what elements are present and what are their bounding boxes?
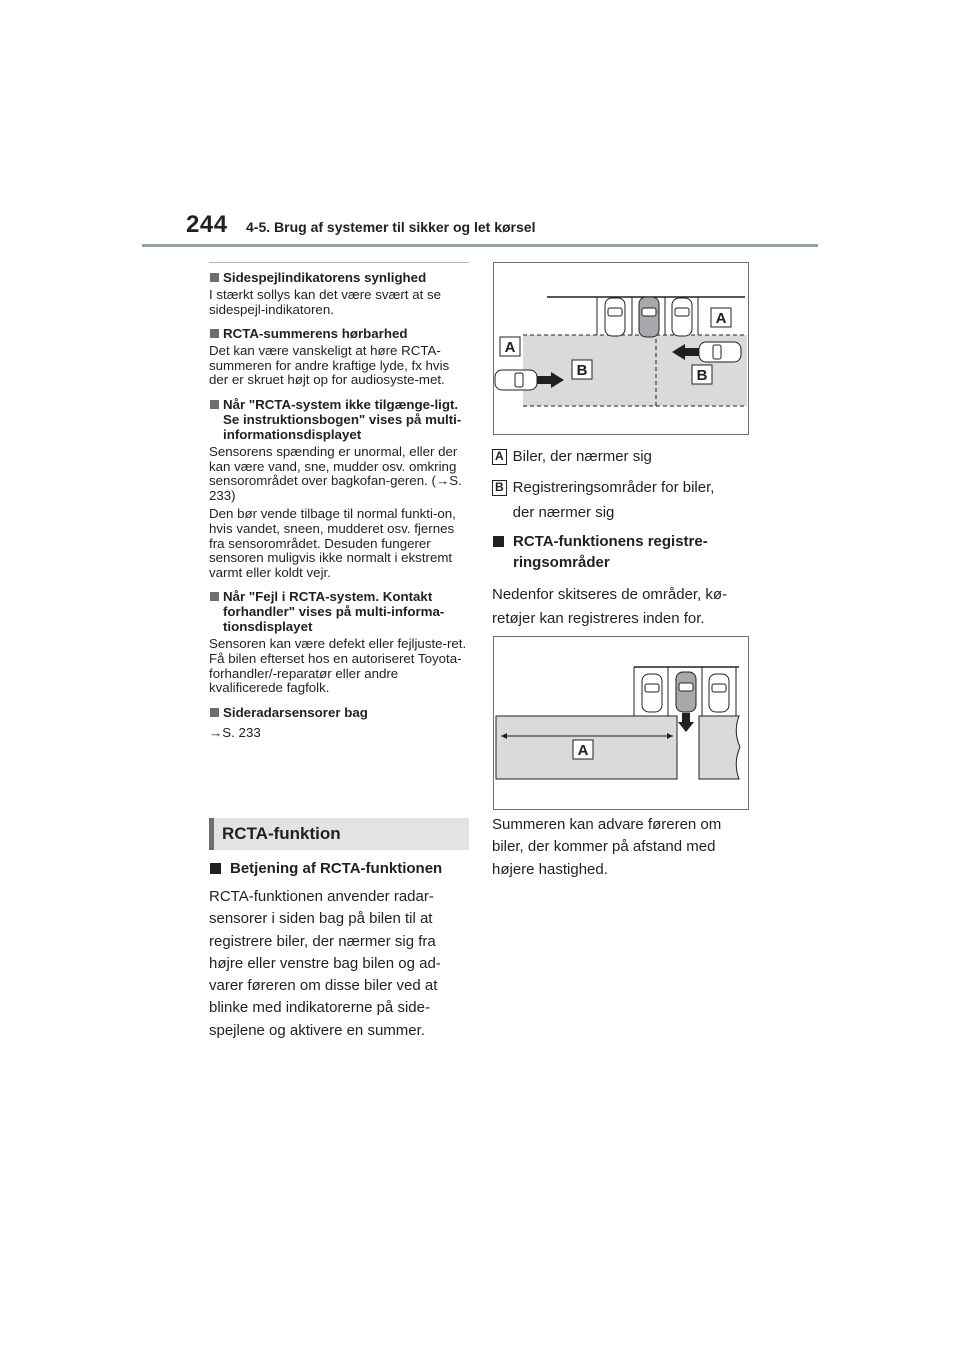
section-divider	[209, 262, 469, 263]
note-text: Den bør vende tilbage til normal funkti-on, hvis vandet, sneen, mudderet osv. fjernes fra sensorområdet. Desuden fungerer sensoren muligvis ikke normalt i ekstremt varmt eller koldt vejr.	[209, 506, 456, 580]
detection-heading: RCTA-funktionens registre-ringsområder	[492, 531, 750, 573]
square-bullet-icon	[210, 329, 219, 338]
legend-key: A	[492, 449, 507, 465]
own-car-icon	[639, 297, 659, 337]
note-heading: Når "RCTA-system ikke tilgænge-ligt. Se instruktionsbogen" vises på multi-informationsdisplayet	[209, 397, 469, 442]
note-heading: Sidespejlindikatorens synlighed	[209, 270, 469, 285]
note-heading: Sideradarsensorer bag	[209, 705, 469, 720]
note-section	[209, 397, 469, 580]
note-section	[209, 705, 469, 741]
diagram-label-b: B	[696, 367, 708, 384]
legend-text: Biler, der nærmer sig	[512, 448, 652, 465]
own-car-icon	[676, 672, 696, 712]
rcta-diagram-approaching-cars	[493, 262, 749, 435]
page-reference[interactable]: →S. 233	[209, 724, 261, 740]
square-bullet-icon	[493, 536, 504, 547]
diagram-label-b: B	[576, 362, 588, 379]
section-title-box	[209, 818, 469, 850]
note-heading: RCTA-summerens hørbarhed	[209, 326, 469, 341]
legend-text: Registreringsområder for biler, der nærmer sig	[512, 479, 715, 522]
summary-text: Summeren kan advare føreren om biler, der kommer på afstand med højere hastighed.	[492, 816, 722, 878]
page-number: 244	[186, 211, 228, 238]
note-section	[209, 270, 469, 317]
operation-heading: Betjening af RCTA-funktionen	[209, 858, 471, 879]
parked-car-icon	[672, 298, 692, 336]
square-bullet-icon	[210, 708, 219, 717]
note-text: Sensoren kan være defekt eller fejljuste-ret. Få bilen efterset hos en autoriseret Toyota-forhandler/-reparatør eller andre kvalificerede fagfolk.	[209, 636, 467, 696]
approaching-car-left-icon	[495, 370, 537, 390]
parked-car-icon	[642, 674, 662, 712]
chapter-title: 4-5. Brug af systemer til sikker og let kørsel	[246, 219, 536, 235]
note-heading: Når "Fejl i RCTA-system. Kontakt forhandler" vises på multi-informa-tionsdisplayet	[209, 589, 469, 634]
operation-text: RCTA-funktionen anvender radar-sensorer i siden bag på bilen til at registrere biler, der nærmer sig fra højre eller venstre bag bilen og ad-varer føreren om disse biler ved at blinke med indikatorerne på side-spejlene og aktivere en summer.	[209, 888, 441, 1039]
section-title: RCTA-funktion	[222, 824, 341, 843]
approaching-car-right-icon	[699, 342, 741, 362]
operation-section	[209, 858, 471, 1042]
detection-section	[492, 531, 750, 631]
legend-item	[492, 446, 750, 468]
left-column	[209, 262, 469, 740]
legend-key: B	[492, 480, 507, 496]
square-bullet-icon	[210, 592, 219, 601]
note-text: I stærkt sollys kan det være svært at se sidespejl-indikatoren.	[209, 287, 442, 317]
legend-item	[492, 477, 750, 525]
legend	[492, 446, 750, 525]
rcta-diagram-detection-area	[493, 636, 749, 810]
diagram-label-a: A	[577, 742, 589, 759]
note-text: Det kan være vanskeligt at høre RCTA-summeren for andre kraftige lyde, fx hvis der er skruet højt op for audiosyste-met.	[209, 343, 450, 388]
diagram-label-a: A	[504, 339, 516, 356]
note-section	[209, 326, 469, 388]
square-bullet-icon	[210, 400, 219, 409]
title-accent-bar	[209, 818, 214, 850]
note-text: Sensorens spænding er unormal, eller der kan være vand, sne, mudder osv. omkring sensorområdet over bagkofan-geren. (→S. 233)	[209, 443, 462, 503]
parked-car-icon	[709, 674, 729, 712]
parked-car-icon	[605, 298, 625, 336]
header-divider	[142, 244, 818, 247]
detection-zone-right	[699, 716, 740, 779]
note-section	[209, 589, 469, 695]
diagram-label-a: A	[715, 310, 727, 327]
detection-text: Nedenfor skitseres de områder, kø-retøjer kan registreres inden for.	[492, 586, 728, 627]
square-bullet-icon	[210, 863, 221, 874]
square-bullet-icon	[210, 273, 219, 282]
